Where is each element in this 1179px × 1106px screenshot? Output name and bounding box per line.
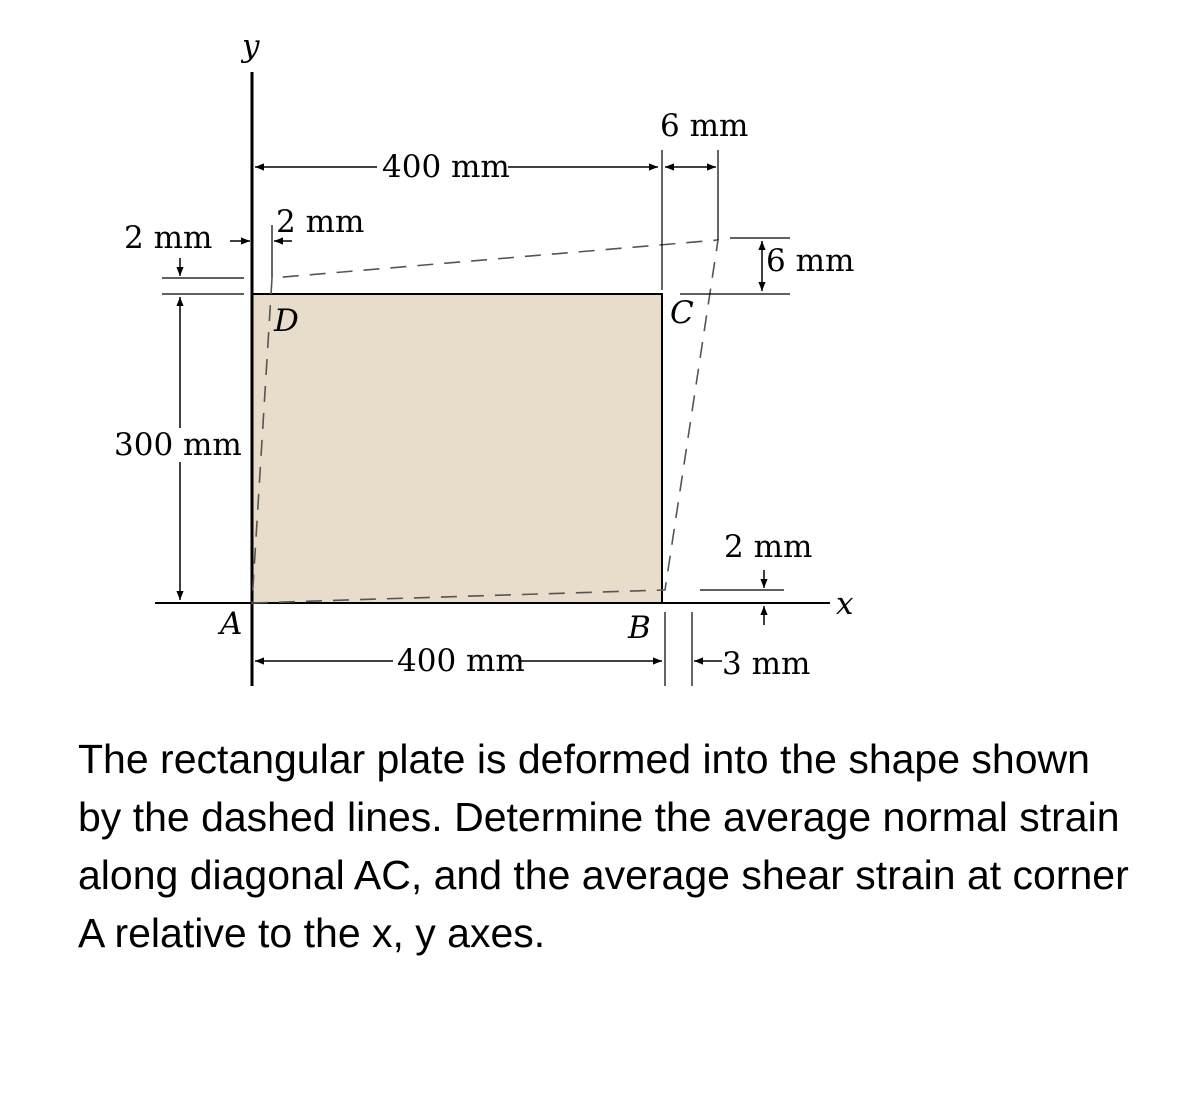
label-left-top-2mm-v: 2 mm — [124, 220, 213, 256]
point-d-label: D — [274, 303, 299, 339]
x-axis-label: x — [836, 586, 854, 622]
y-axis-label: y — [242, 28, 260, 64]
point-a-label: A — [220, 606, 243, 642]
label-bottom-400mm: 400 mm — [397, 643, 525, 679]
undeformed-plate — [252, 294, 662, 603]
point-b-label: B — [628, 610, 651, 646]
label-top-400mm: 400 mm — [382, 149, 510, 185]
point-c-label: C — [670, 295, 694, 331]
label-top-6mm: 6 mm — [660, 108, 749, 144]
label-height-300mm: 300 mm — [114, 427, 242, 463]
label-right-bottom-2mm: 2 mm — [724, 529, 813, 565]
label-bottom-3mm: 3 mm — [722, 646, 811, 682]
problem-statement: The rectangular plate is deformed into the shape shown by the dashed lines. Determine the average normal strain along diagonal AC, and the average shear strain at corner A relative to the x, y axes. — [78, 736, 1129, 956]
label-left-top-2mm-h: 2 mm — [276, 204, 365, 240]
label-right-6mm: 6 mm — [766, 243, 855, 279]
